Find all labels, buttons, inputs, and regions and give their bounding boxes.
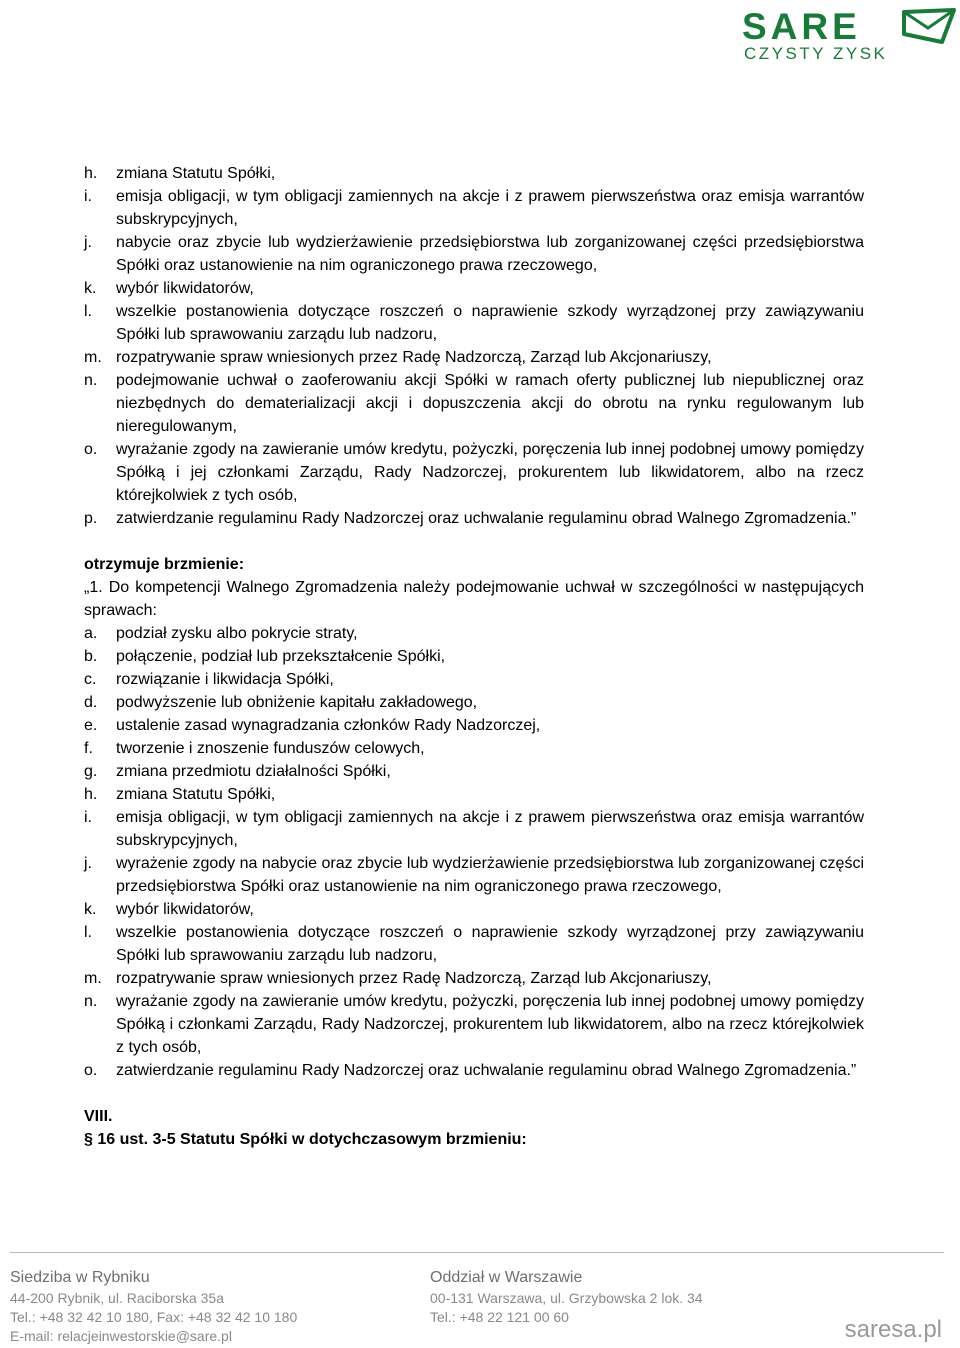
list-item-marker: o. [84, 1062, 98, 1079]
list-item-text: nabycie oraz zbycie lub wydzierżawienie przedsiębiorstwa lub zorganizowanej części przedsiębiorstwa Spółki oraz ustanowienie na nim ograniczonego prawa rzeczowego, [116, 234, 864, 274]
list-item [84, 507, 864, 530]
list-item-text: rozpatrywanie spraw wniesionych przez Radę Nadzorczą, Zarząd lub Akcjonariuszy, [116, 970, 712, 987]
list-item-text: połączenie, podział lub przekształcenie Spółki, [116, 648, 446, 665]
list-item-text: tworzenie i znoszenie funduszów celowych, [116, 740, 425, 757]
list-item-marker: e. [84, 717, 98, 734]
logo-tagline: CZYSTY ZYSK [744, 44, 888, 63]
resolution-list-new [84, 622, 864, 1082]
list-item-marker: l. [84, 303, 92, 320]
list-item [84, 806, 864, 852]
list-item [84, 921, 864, 967]
list-item [84, 760, 864, 783]
footer-divider [10, 1252, 944, 1253]
list-item-marker: o. [84, 441, 98, 458]
list-item [84, 162, 864, 185]
list-item-marker: p. [84, 510, 98, 527]
list-item [84, 185, 864, 231]
list-item-text: zmiana Statutu Spółki, [116, 786, 276, 803]
list-item [84, 438, 864, 507]
footer-hq-title: Siedziba w Rybniku [10, 1269, 150, 1286]
footer-branch-phone: Tel.: +48 22 121 00 60 [430, 1309, 569, 1325]
list-item-text: wyrażanie zgody na zawieranie umów kredytu, pożyczki, poręczenia lub innej podobnej umowy pomiędzy Spółką i jej członkami Zarządu, Rady Nadzorczej, prokurentem lub likwidatorem, albo na rzecz którejkolwiek z tych osób, [116, 441, 864, 504]
list-item [84, 990, 864, 1059]
list-item [84, 737, 864, 760]
logo-wordmark: SARE [742, 6, 861, 47]
list-item-text: podział zysku albo pokrycie straty, [116, 625, 358, 642]
list-item-text: emisja obligacji, w tym obligacji zamiennych na akcje i z prawem pierwszeństwa oraz emisja warrantów subskrypcyjnych, [116, 188, 864, 228]
list-item-text: podwyższenie lub obniżenie kapitału zakładowego, [116, 694, 478, 711]
list-item-marker: i. [84, 188, 92, 205]
footer-hq-email: E-mail: relacjeinwestorskie@sare.pl [10, 1328, 232, 1344]
list-item-text: wszelkie postanowienia dotyczące roszczeń o naprawienie szkody wyrządzonej przy zawiązywaniu Spółki lub sprawowaniu zarządu lub nadzoru, [116, 303, 864, 343]
list-item-text: zatwierdzanie regulaminu Rady Nadzorczej oraz uchwalanie regulaminu obrad Walnego Zgromadzenia.” [116, 1062, 857, 1079]
list-item [84, 277, 864, 300]
section-number: VIII. [84, 1108, 113, 1125]
list-item-marker: f. [84, 740, 93, 757]
footer-hq-phone: Tel.: +48 32 42 10 180, Fax: +48 32 42 10 180 [10, 1309, 298, 1325]
list-item-marker: c. [84, 671, 97, 688]
list-item-marker: k. [84, 901, 97, 918]
envelope-icon [902, 8, 956, 44]
section-subtitle: § 16 ust. 3-5 Statutu Spółki w dotychczasowym brzmieniu: [84, 1131, 527, 1148]
list-item-marker: k. [84, 280, 97, 297]
footer-hq-address: 44-200 Rybnik, ul. Raciborska 35a [10, 1290, 225, 1306]
list-item-marker: a. [84, 625, 98, 642]
list-item-marker: g. [84, 763, 98, 780]
list-item-text: emisja obligacji, w tym obligacji zamiennych na akcje i z prawem pierwszeństwa oraz emisja warrantów subskrypcyjnych, [116, 809, 864, 849]
list-item-marker: d. [84, 694, 98, 711]
list-item-marker: j. [84, 855, 92, 872]
footer-website: saresa.pl [844, 1316, 942, 1343]
list-item-marker: l. [84, 924, 92, 941]
list-item [84, 1059, 864, 1082]
list-item-marker: b. [84, 648, 98, 665]
heading-new-wording: otrzymuje brzmienie: [84, 556, 245, 573]
list-item [84, 691, 864, 714]
list-item [84, 714, 864, 737]
footer-branch [430, 1268, 703, 1327]
list-item-text: wybór likwidatorów, [116, 901, 254, 918]
list-item [84, 300, 864, 346]
list-item-text: zatwierdzanie regulaminu Rady Nadzorczej oraz uchwalanie regulaminu obrad Walnego Zgromadzenia.” [116, 510, 857, 527]
list-item-text: wszelkie postanowienia dotyczące roszczeń o naprawienie szkody wyrządzonej przy zawiązywaniu Spółki lub sprawowaniu zarządu lub nadzoru, [116, 924, 864, 964]
document-body [84, 162, 864, 1151]
list-item-text: wybór likwidatorów, [116, 280, 254, 297]
list-item-text: rozpatrywanie spraw wniesionych przez Radę Nadzorczą, Zarząd lub Akcjonariuszy, [116, 349, 712, 366]
intro-paragraph: „1. Do kompetencji Walnego Zgromadzenia należy podejmowanie uchwał w szczególności w następujących sprawach: [84, 579, 864, 619]
list-item-text: wyrażanie zgody na zawieranie umów kredytu, pożyczki, poręczenia lub innej podobnej umowy pomiędzy Spółką i członkami Zarządu, Rady Nadzorczej, prokurentem lub likwidatorem, albo na rzecz którejkolwiek z tych osób, [116, 993, 864, 1056]
footer-hq [10, 1268, 297, 1346]
list-item [84, 231, 864, 277]
list-item [84, 346, 864, 369]
list-item-text: zmiana przedmiotu działalności Spółki, [116, 763, 391, 780]
list-item-text: wyrażenie zgody na nabycie oraz zbycie lub wydzierżawienie przedsiębiorstwa lub zorganizowanej części przedsiębiorstwa Spółki oraz ustanowienie na nim ograniczonego prawa rzeczowego, [116, 855, 864, 895]
company-logo [742, 6, 956, 66]
list-item [84, 645, 864, 668]
list-item-text: ustalenie zasad wynagradzania członków Rady Nadzorczej, [116, 717, 541, 734]
list-item-marker: n. [84, 372, 98, 389]
footer-branch-title: Oddział w Warszawie [430, 1269, 583, 1286]
list-item-text: podejmowanie uchwał o zaoferowaniu akcji Spółki w ramach oferty publicznej lub niepublicznej oraz niezbędnych do dematerializacji akcji i dopuszczenia akcji do obrotu na rynku regulowanym lub nieregulowanym, [116, 372, 864, 435]
list-item [84, 369, 864, 438]
list-item-marker: h. [84, 786, 98, 803]
list-item [84, 967, 864, 990]
list-item-marker: i. [84, 809, 92, 826]
list-item [84, 898, 864, 921]
list-item [84, 852, 864, 898]
list-item [84, 783, 864, 806]
list-item-marker: j. [84, 234, 92, 251]
list-item-text: rozwiązanie i likwidacja Spółki, [116, 671, 334, 688]
list-item [84, 668, 864, 691]
list-item [84, 622, 864, 645]
list-item-marker: n. [84, 993, 98, 1010]
resolution-list-old [84, 162, 864, 530]
list-item-marker: m. [84, 349, 102, 366]
list-item-marker: m. [84, 970, 102, 987]
list-item-text: zmiana Statutu Spółki, [116, 165, 276, 182]
list-item-marker: h. [84, 165, 98, 182]
footer-branch-address: 00-131 Warszawa, ul. Grzybowska 2 lok. 34 [430, 1290, 703, 1306]
